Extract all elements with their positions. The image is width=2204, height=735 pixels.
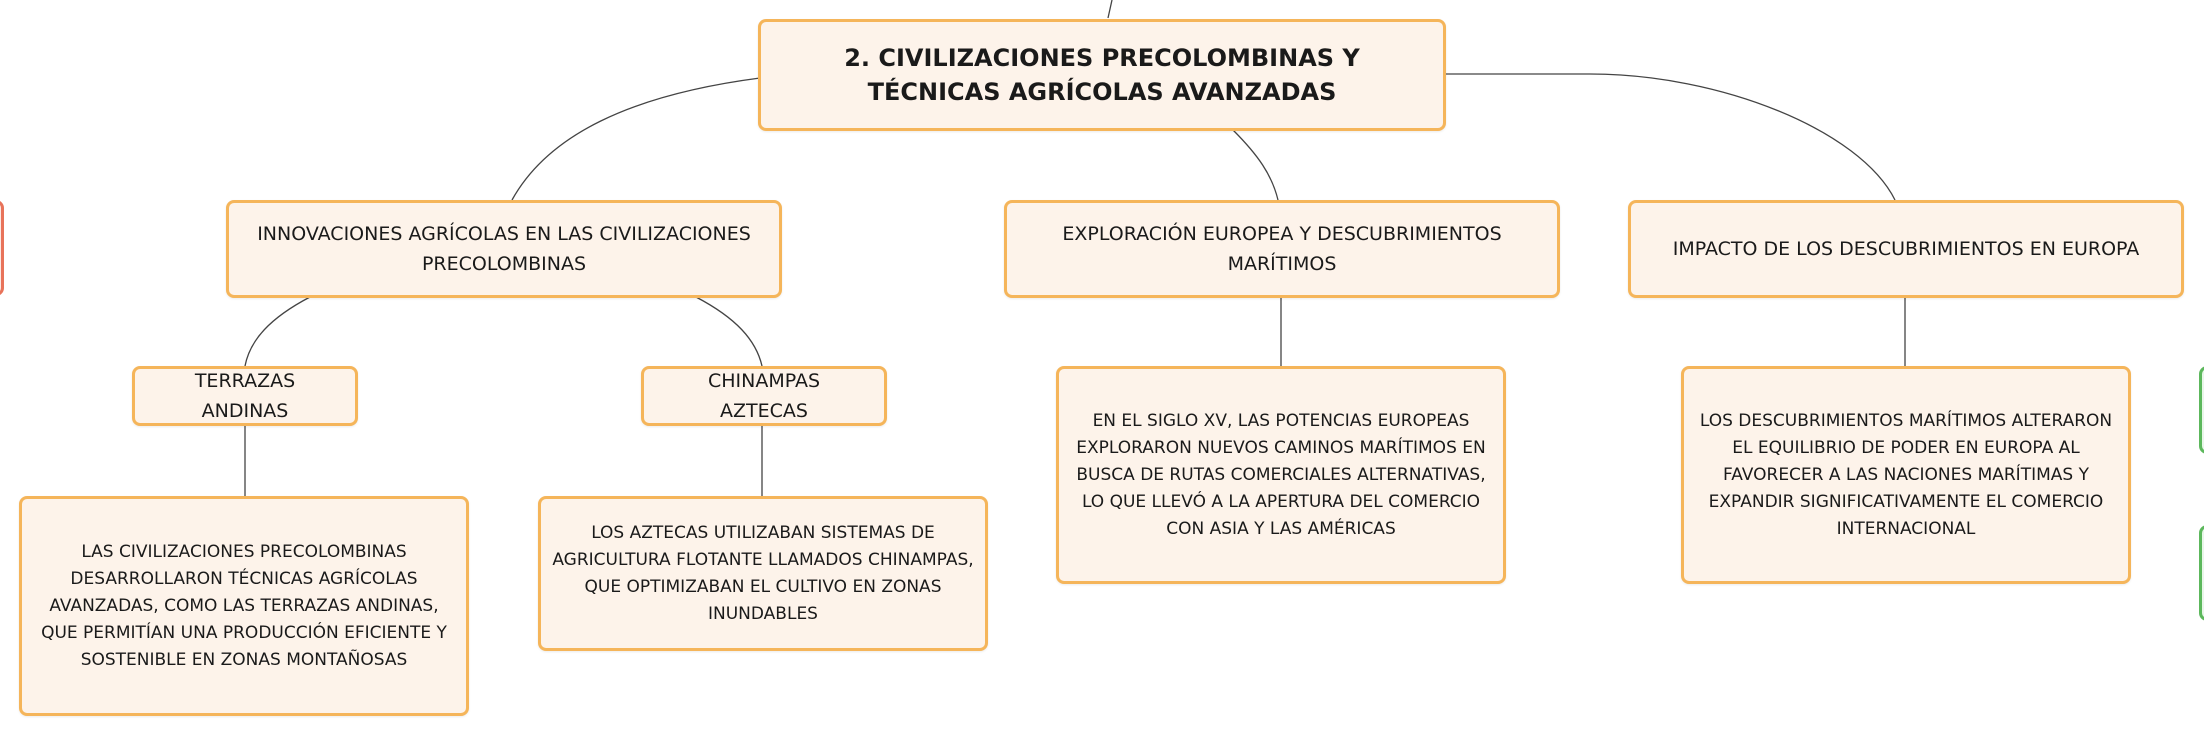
offscreen-node-right-top[interactable]	[2199, 366, 2204, 454]
topic-label: TERRAZAS ANDINAS	[194, 370, 296, 422]
detail-terrazas-andinas[interactable]	[19, 496, 469, 716]
offscreen-node-left[interactable]	[0, 200, 4, 296]
branch-exploracion-europea[interactable]	[1004, 200, 1560, 298]
detail-text: LOS DESCUBRIMIENTOS MARÍTIMOS ALTERARON EL EQUILIBRIO DE PODER EN EUROPA AL FAVORECER A LAS NACIONES MARÍTIMAS Y EXPANDIR SIGNIFICATIVAMENTE EL COMERCIO INTERNACIONAL	[1699, 410, 2113, 539]
branch-innovaciones-agricolas[interactable]	[226, 200, 782, 298]
detail-text: LOS AZTECAS UTILIZABAN SISTEMAS DE AGRICULTURA FLOTANTE LLAMADOS CHINAMPAS, QUE OPTIMIZABAN EL CULTIVO EN ZONAS INUNDABLES	[552, 522, 974, 624]
branch-label: IMPACTO DE LOS DESCUBRIMIENTOS EN EUROPA	[1672, 238, 2140, 260]
connector-root-to-impacto	[1444, 74, 1895, 200]
connector-root-to-exploracion	[1233, 130, 1278, 200]
connector-innovaciones-to-terrazas	[245, 297, 310, 366]
topic-chinampas-aztecas[interactable]	[641, 366, 887, 426]
branch-label: EXPLORACIÓN EUROPEA Y DESCUBRIMIENTOS MARÍTIMOS	[1062, 223, 1502, 275]
topic-terrazas-andinas[interactable]	[132, 366, 358, 426]
root-node[interactable]	[758, 19, 1446, 131]
connector-root-to-innovaciones	[512, 78, 760, 200]
detail-chinampas-aztecas[interactable]	[538, 496, 988, 651]
offscreen-node-right-bottom[interactable]	[2199, 525, 2204, 621]
topic-label: CHINAMPAS AZTECAS	[707, 370, 821, 422]
detail-exploracion-europea[interactable]	[1056, 366, 1506, 584]
detail-text: EN EL SIGLO XV, LAS POTENCIAS EUROPEAS EXPLORARON NUEVOS CAMINOS MARÍTIMOS EN BUSCA DE RUTAS COMERCIALES ALTERNATIVAS, LO QUE LLEVÓ A LA APERTURA DEL COMERCIO CON ASIA Y LAS AMÉRICAS	[1076, 410, 1486, 539]
branch-impacto-descubrimientos[interactable]	[1628, 200, 2184, 298]
branch-label: INNOVACIONES AGRÍCOLAS EN LAS CIVILIZACIONES PRECOLOMBINAS	[257, 223, 751, 275]
root-title: 2. CIVILIZACIONES PRECOLOMBINAS Y TÉCNICAS AGRÍCOLAS AVANZADAS	[844, 44, 1360, 106]
detail-text: LAS CIVILIZACIONES PRECOLOMBINAS DESARROLLARON TÉCNICAS AGRÍCOLAS AVANZADAS, COMO LAS TERRAZAS ANDINAS, QUE PERMITÍAN UNA PRODUCCIÓN EFICIENTE Y SOSTENIBLE EN ZONAS MONTAÑOSAS	[41, 541, 447, 670]
connector-innovaciones-to-chinampas	[696, 297, 762, 366]
detail-impacto-descubrimientos[interactable]	[1681, 366, 2131, 584]
connector-root-to-parent	[1108, 0, 1112, 18]
